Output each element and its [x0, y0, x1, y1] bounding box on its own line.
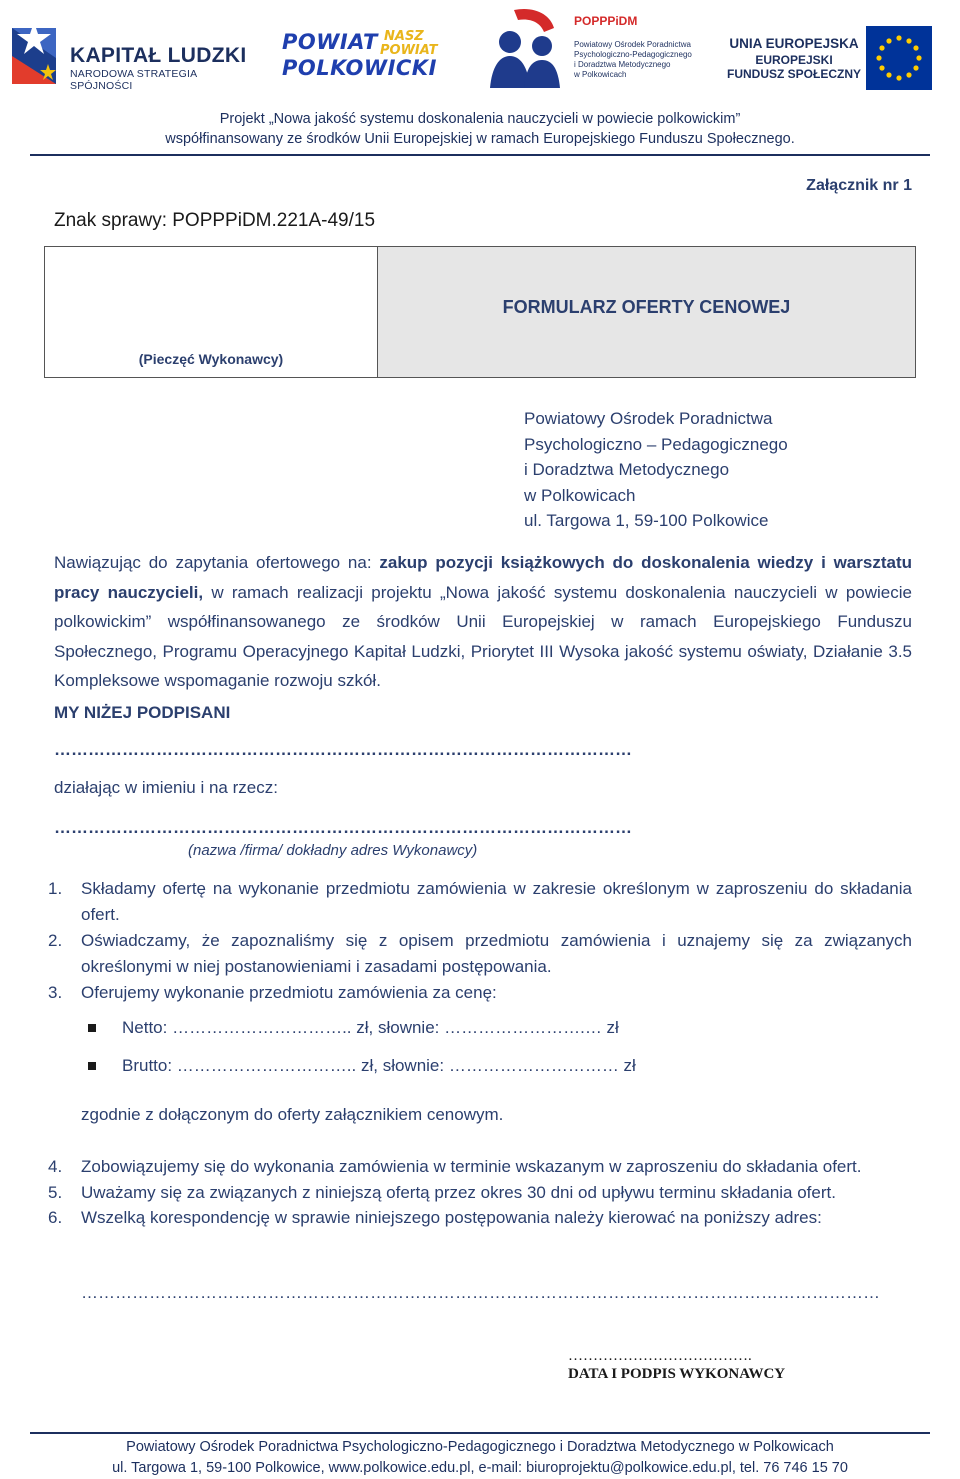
logo-bar: [0, 0, 960, 100]
item-text: Oświadczamy, że zapoznaliśmy się z opisem przedmiotu zamówienia i uznajemy się za związanych określonymi w niej postanowieniami i zasadami postępowania.: [81, 931, 912, 976]
signature-dots: ……………………………….: [568, 1348, 752, 1364]
item-number: 1.: [48, 879, 63, 898]
footer-line-2: ul. Targowa 1, 59-100 Polkowice, www.polkowice.edu.pl, e-mail: biuroprojektu@polkowice.edu.pl, tel. 76 746 15 70: [112, 1460, 848, 1476]
stamp-cell: [45, 247, 378, 377]
recipient-line5: ul. Targowa 1, 59-100 Polkowice: [524, 511, 769, 530]
popppidm-logo: [484, 4, 692, 92]
eu-line3: FUNDUSZ SPOŁECZNY: [726, 67, 861, 81]
address-dots: ……………………………………………………………………………………………………………………………: [81, 1283, 880, 1302]
item-number: 6.: [48, 1208, 63, 1227]
item-number: 3.: [48, 983, 63, 1002]
popppidm-line4: w Polkowicach: [574, 70, 627, 79]
eu-line2: EUROPEJSKI: [755, 53, 833, 67]
recipient-line1: Powiatowy Ośrodek Poradnictwa: [524, 409, 773, 428]
kapital-ludzki-emblem-icon: [8, 18, 66, 94]
signers-caption: (nazwa /firma/ dokładny adres Wykonawcy): [188, 842, 478, 859]
acting-label: działając w imieniu i na rzecz:: [54, 778, 278, 797]
list-item: [48, 876, 912, 927]
signers-dots-1: …………………………………………………………………………………………: [54, 740, 632, 759]
brutto-text: Brutto: ………………………….. zł, słownie: ………………………… zł: [122, 1056, 636, 1075]
item-text: Wszelką korespondencję w sprawie niniejszego postępowania należy kierować na poniższy adres:: [81, 1208, 822, 1227]
popppidm-line1: Powiatowy Ośrodek Poradnictwa: [574, 40, 691, 49]
project-line-1: Projekt „Nowa jakość systemu doskonalenia nauczycieli w powiecie polkowickim”: [219, 111, 741, 127]
popppidm-line2: Psychologiczno-Pedagogicznego: [574, 50, 692, 59]
list-item: [48, 1205, 912, 1231]
case-number: Znak sprawy: POPPPiDM.221A-49/15: [54, 210, 376, 231]
form-header-table: [44, 246, 916, 378]
kl-title: KAPITAŁ LUDZKI: [70, 44, 247, 67]
project-line-2: współfinansowany ze środków Unii Europejskiej w ramach Europejskiego Funduszu Społecznego.: [165, 131, 795, 147]
intro-part2: w ramach realizacji projektu „Nowa jakość systemu doskonalenia nauczycieli w powiecie polkowickim” współfinansowanego ze środków Unii Europejskiej w ramach Europejskiego Funduszu Społecznego, Programu Operacyjnego Kapitał Ludzki, Priorytet III Wysoka jakość systemu oświaty, Działanie 3.5 Kompleksowe wspomaganie rozwoju szkół.: [54, 582, 912, 690]
popppidm-line3: i Doradztwa Metodycznego: [574, 60, 671, 69]
list-item: [48, 1154, 912, 1180]
item-number: 5.: [48, 1182, 63, 1202]
kapital-ludzki-logo: [8, 18, 253, 94]
popppidm-emblem-icon: [484, 6, 570, 90]
price-note: zgodnie z dołączonym do oferty załącznikiem cenowym.: [81, 1105, 504, 1124]
nasz-line1: NASZ: [384, 29, 424, 44]
intro-paragraph: [54, 548, 912, 696]
stamp-label: (Pieczęć Wykonawcy): [138, 351, 284, 367]
bullet-square-icon: [88, 1062, 96, 1070]
header-separator: [30, 154, 930, 156]
footer-separator: [30, 1432, 930, 1434]
list-item: [48, 1180, 912, 1206]
signers-heading: MY NIŻEJ PODPISANI: [54, 703, 231, 722]
item-number: 2.: [48, 931, 63, 950]
form-title: FORMULARZ OFERTY CENOWEJ: [502, 297, 791, 317]
netto-text: Netto: ………………………….. zł, słownie: …………………….… zł: [122, 1018, 619, 1037]
intro-bold: zakup pozycji książkowych do doskonalenia wiedzy i warsztatu pracy nauczycieli,: [54, 553, 912, 602]
recipient-address: [524, 406, 788, 534]
item-text: Oferujemy wykonanie przedmiotu zamówienia za cenę:: [81, 983, 497, 1002]
signature-label: DATA I PODPIS WYKONAWCY: [568, 1366, 786, 1382]
kl-subtitle: NARODOWA STRATEGIA SPÓJNOŚCI: [70, 68, 197, 92]
item-text: Składamy ofertę na wykonanie przedmiotu zamówienia w zakresie określonym w zaproszeniu do składania ofert.: [81, 879, 912, 924]
list-item: [48, 928, 912, 979]
items-list-2: [48, 1154, 912, 1231]
intro-part1: Nawiązując do zapytania ofertowego na:: [54, 553, 372, 572]
recipient-line3: i Doradztwa Metodycznego: [524, 460, 730, 479]
list-item: [48, 980, 912, 1006]
eu-logo: [724, 22, 934, 92]
powiat-line1: POWIAT: [282, 30, 378, 54]
annex-label: Załącznik nr 1: [806, 177, 912, 194]
form-title-cell: [378, 247, 915, 377]
items-list-1: [48, 876, 912, 1006]
powiat-polkowicki-logo: [280, 30, 440, 86]
popppidm-name: POPPPiDM: [574, 14, 638, 28]
item-number: 4.: [48, 1157, 63, 1176]
bullet-square-icon: [88, 1024, 96, 1032]
eu-line1: UNIA EUROPEJSKA: [729, 36, 859, 51]
recipient-line4: w Polkowicach: [524, 485, 636, 505]
item-text: Zobowiązujemy się do wykonania zamówienia w terminie wskazanym w zaproszeniu do składania ofert.: [81, 1157, 862, 1176]
footer-line-1: Powiatowy Ośrodek Poradnictwa Psychologiczno-Pedagogicznego i Doradztwa Metodycznego w Polkowicach: [126, 1439, 834, 1455]
eu-flag-icon: [866, 26, 932, 90]
signers-dots-2: …………………………………………………………………………………………: [54, 818, 632, 837]
item-text: Uważamy się za związanych z niniejszą ofertą przez okres 30 dni od upływu terminu składania ofert.: [81, 1182, 836, 1202]
nasz-line2: POWIAT: [380, 43, 438, 58]
recipient-line2: Psychologiczno – Pedagogicznego: [524, 434, 788, 454]
powiat-line2: POLKOWICKI: [282, 56, 437, 80]
